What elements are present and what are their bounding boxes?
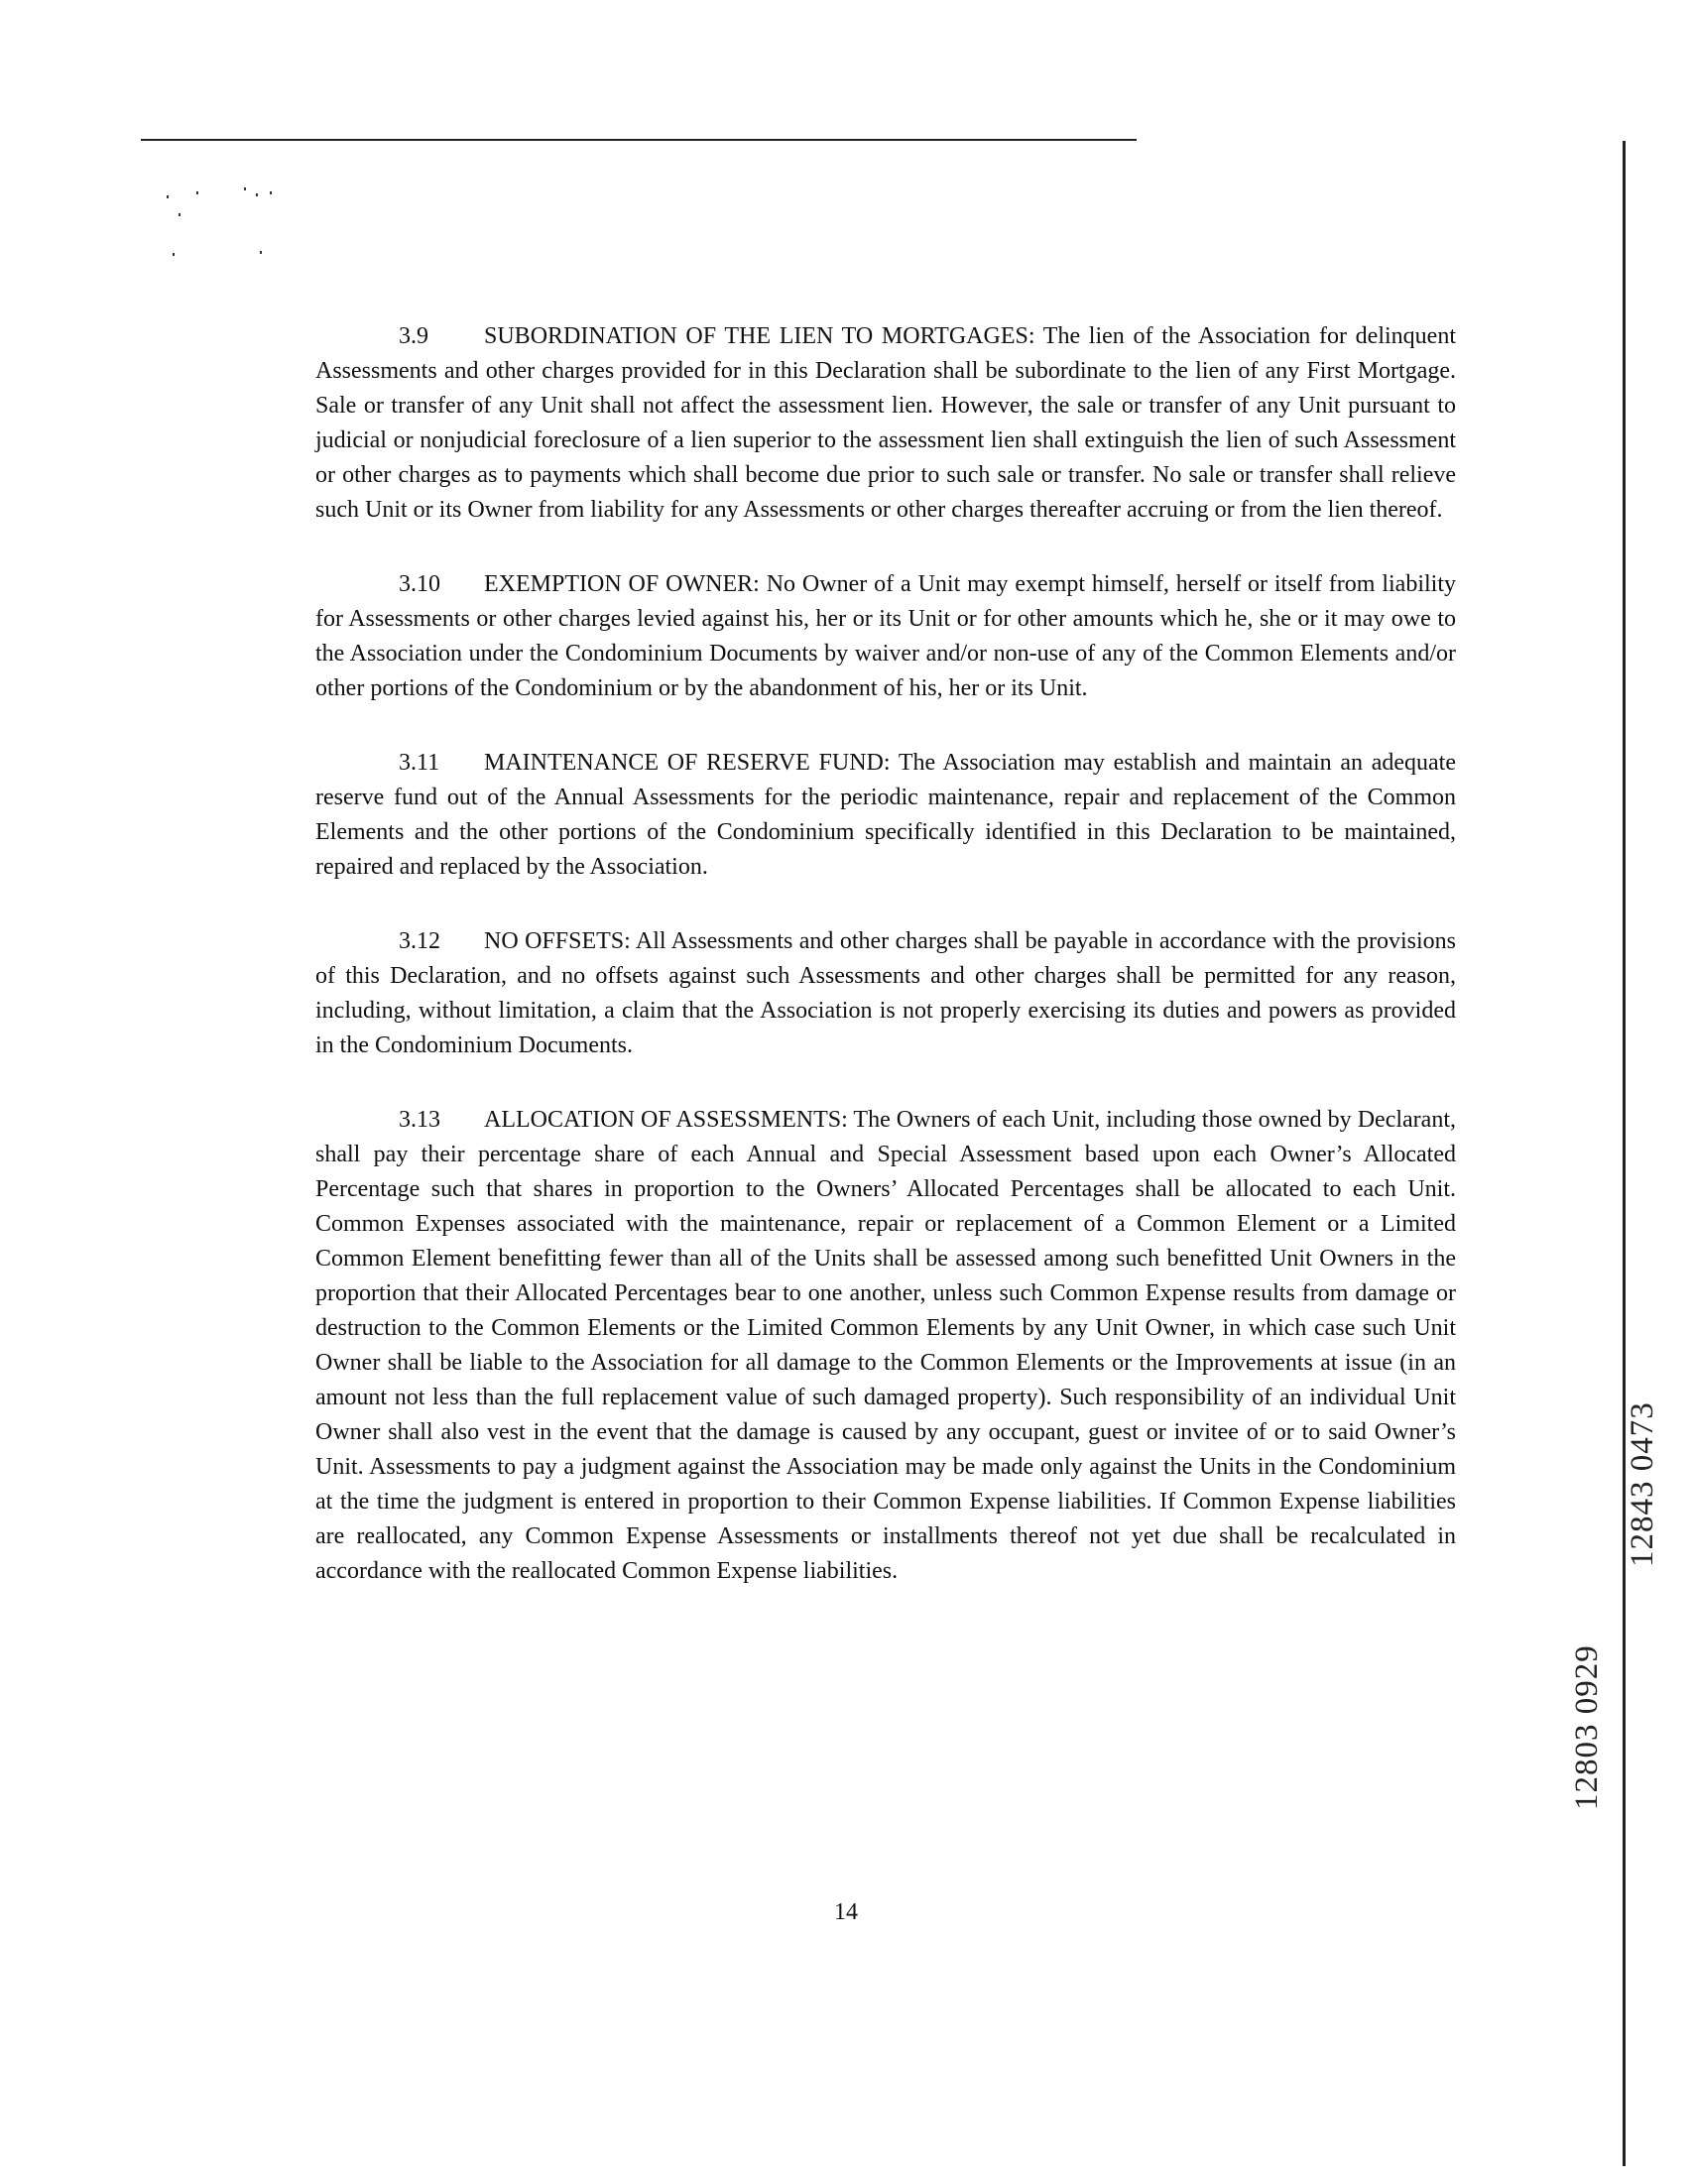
page-number: 14 bbox=[834, 1899, 858, 1925]
section-text: NO OFFSETS: All Assessments and other charges shall be payable in accordance with the provisions of this Declaration, and no offsets against such Assessments and other charges shall be permitted for any reason, including, without limitation, a claim that the Association is not properly exercising its duties and powers as provided in the Condominium Documents. bbox=[315, 928, 1456, 1058]
section-3-13 bbox=[315, 1103, 1456, 1589]
section-text: ALLOCATION OF ASSESSMENTS: The Owners of each Unit, including those owned by Declarant, shall pay their percentage share of each Annual and Special Assessment based upon each Owner’s Allocated Percentage such that shares in proportion to the Owners’ Allocated Percentages shall be allocated to each Unit. Common Expenses associated with the maintenance, repair or replacement of a Common Element or a Limited Common Element benefitting fewer than all of the Units shall be assessed among such benefitted Unit Owners in the proportion that their Allocated Percentages bear to one another, unless such Common Expense results from damage or destruction to the Common Elements or the Limited Common Elements by any Unit Owner, in which case such Unit Owner shall be liable to the Association for all damage to the Common Elements or the Improvements at issue (in an amount not less than the full replacement value of such damaged property). Such responsibility of an individual Unit Owner shall also vest in the event that the damage is caused by any occupant, guest or invitee of or to said Owner’s Unit. Assessments to pay a judgment against the Association may be made only against the Units in the Condominium at the time the judgment is entered in proportion to their Common Expense liabilities. If Common Expense liabilities are reallocated, any Common Expense Assessments or installments thereof not yet due shall be recalculated in accordance with the reallocated Common Expense liabilities. bbox=[315, 1107, 1456, 1584]
document-body bbox=[315, 319, 1456, 1629]
section-3-9 bbox=[315, 319, 1456, 528]
section-text: SUBORDINATION OF THE LIEN TO MORTGAGES: The lien of the Association for delinquent Assessments and other charges provided for in this Declaration shall be subordinate to the lien of any First Mortgage. Sale or transfer of any Unit shall not affect the assessment lien. However, the sale or transfer of any Unit pursuant to judicial or nonjudicial foreclosure of a lien superior to the assessment lien shall extinguish the lien of such Assessment or other charges as to payments which shall become due prior to such sale or transfer. No sale or transfer shall relieve such Unit or its Owner from liability for any Assessments or other charges thereafter accruing or from the lien thereof. bbox=[315, 323, 1456, 523]
section-3-10 bbox=[315, 567, 1456, 706]
section-number: 3.11 bbox=[399, 750, 440, 776]
section-number: 3.13 bbox=[399, 1107, 440, 1133]
recording-stamp-primary: 12843 0473 bbox=[1625, 1401, 1660, 1567]
section-number: 3.10 bbox=[399, 571, 440, 597]
section-3-11 bbox=[315, 746, 1456, 885]
section-number: 3.12 bbox=[399, 928, 440, 954]
scan-specks bbox=[149, 183, 327, 273]
section-3-12 bbox=[315, 924, 1456, 1063]
section-text: MAINTENANCE OF RESERVE FUND: The Association may establish and maintain an adequate reserve fund out of the Annual Assessments for the periodic maintenance, repair and replacement of the Common Elements and the other portions of the Condominium specifically identified in this Declaration to be maintained, repaired and replaced by the Association. bbox=[315, 750, 1456, 880]
section-number: 3.9 bbox=[399, 323, 428, 349]
section-text: EXEMPTION OF OWNER: No Owner of a Unit may exempt himself, herself or itself from liability for Assessments or other charges levied against his, her or its Unit or for other amounts which he, she or it may owe to the Association under the Condominium Documents by waiver and/or non-use of any of the Common Elements and/or other portions of the Condominium or by the abandonment of his, her or its Unit. bbox=[315, 571, 1456, 701]
right-margin-rule bbox=[1623, 141, 1626, 2166]
top-rule bbox=[141, 139, 1137, 141]
recording-stamp-secondary: 12803 0929 bbox=[1569, 1644, 1605, 1810]
